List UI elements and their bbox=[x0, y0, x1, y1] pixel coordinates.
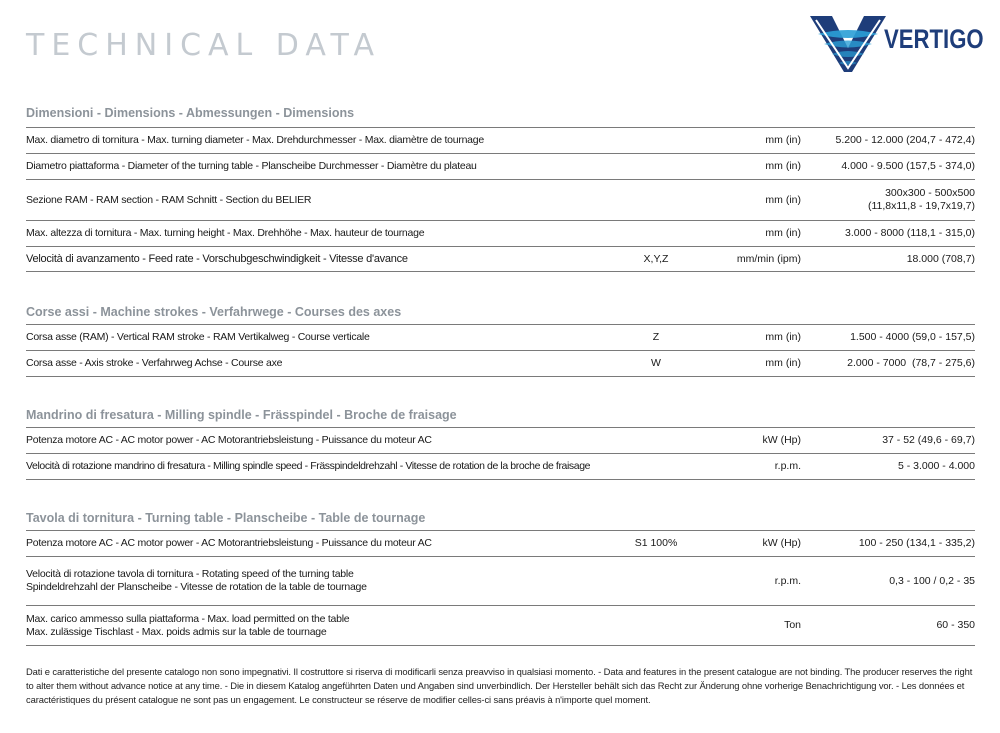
section-dimensions bbox=[26, 104, 975, 272]
row-unit: mm (in) bbox=[765, 357, 801, 369]
row-value: 5.200 - 12.000 (204,7 - 472,4) bbox=[835, 134, 975, 146]
row-unit: kW (Hp) bbox=[762, 537, 801, 549]
table-row bbox=[26, 247, 975, 272]
table-row bbox=[26, 180, 975, 221]
spec-table bbox=[26, 530, 975, 646]
table-row bbox=[26, 128, 975, 154]
row-unit: mm (in) bbox=[765, 227, 801, 239]
section-title: Mandrino di fresatura - Milling spindle - Frässpindel - Broche de fraisage bbox=[26, 408, 457, 422]
row-value: 2.000 - 7000 (78,7 - 275,6) bbox=[847, 357, 975, 369]
table-row bbox=[26, 221, 975, 247]
row-unit: r.p.m. bbox=[774, 460, 801, 472]
row-value-line1: 300x300 - 500x500 bbox=[885, 187, 975, 199]
table-row bbox=[26, 606, 975, 646]
row-axis bbox=[616, 428, 696, 454]
table-row bbox=[26, 454, 975, 480]
row-value: 4.000 - 9.500 (157,5 - 374,0) bbox=[841, 160, 975, 172]
row-value bbox=[801, 180, 975, 221]
row-value-line2: (11,8x11,8 - 19,7x19,7) bbox=[867, 200, 975, 212]
row-value: 0,3 - 100 / 0,2 - 35 bbox=[889, 574, 975, 587]
row-axis bbox=[616, 454, 696, 480]
row-unit: mm (in) bbox=[765, 331, 801, 343]
row-description: Corsa asse - Axis stroke - Verfahrweg Achse - Course axe bbox=[26, 357, 283, 369]
row-value: 100 - 250 (134,1 - 335,2) bbox=[858, 537, 975, 549]
row-description-line2: Spindeldrehzahl der Planscheibe - Vitesse de rotation de la table de tournage bbox=[26, 581, 367, 593]
section-title: Corse assi - Machine strokes - Verfahrwege - Courses des axes bbox=[26, 305, 402, 319]
row-unit: mm/min (ipm) bbox=[736, 252, 801, 265]
page-title: TECHNICAL DATA bbox=[26, 28, 382, 63]
section-turning-table bbox=[26, 509, 975, 646]
row-description: Velocità di rotazione mandrino di fresatura - Milling spindle speed - Frässpindeldrehzahl - Vitesse de rotation de la broche de fraisage bbox=[26, 460, 591, 472]
table-row bbox=[26, 351, 975, 377]
spec-table bbox=[26, 324, 975, 377]
row-axis bbox=[616, 154, 696, 180]
row-description: Velocità di avanzamento - Feed rate - Vorschubgeschwindigkeit - Vitesse d'avance bbox=[26, 252, 408, 265]
row-description-line2: Max. zulässige Tischlast - Max. poids admis sur la table de tournage bbox=[26, 625, 327, 638]
row-axis: S1 100% bbox=[634, 537, 678, 549]
row-axis: Z bbox=[652, 331, 660, 343]
section-title: Tavola di tornitura - Turning table - Planscheibe - Table de tournage bbox=[26, 511, 426, 525]
row-description: Corsa asse (RAM) - Vertical RAM stroke - RAM Vertikalweg - Course verticale bbox=[26, 331, 370, 343]
row-axis: X,Y,Z bbox=[643, 252, 669, 265]
row-axis bbox=[616, 180, 696, 221]
section-title: Dimensioni - Dimensions - Abmessungen - Dimensions bbox=[26, 106, 355, 120]
spec-table bbox=[26, 127, 975, 272]
row-description-line1: Velocità di rotazione tavola di tornitura - Rotating speed of the turning table bbox=[26, 568, 354, 580]
row-description: Potenza motore AC - AC motor power - AC Motorantriebsleistung - Puissance du moteur AC bbox=[26, 434, 432, 446]
section-milling-spindle bbox=[26, 406, 975, 480]
row-value: 18.000 (708,7) bbox=[906, 252, 975, 265]
row-axis: W bbox=[651, 357, 661, 369]
table-row bbox=[26, 531, 975, 557]
table-row bbox=[26, 325, 975, 351]
section-machine-strokes bbox=[26, 303, 975, 377]
row-axis bbox=[616, 221, 696, 247]
brand-name: VERTIGO bbox=[884, 24, 984, 54]
row-description: Max. diametro di tornitura - Max. turning diameter - Max. Drehdurchmesser - Max. diamètre de tournage bbox=[26, 134, 484, 146]
row-description: Diametro piattaforma - Diameter of the turning table - Planscheibe Durchmesser - Diamètre du plateau bbox=[26, 160, 477, 172]
row-unit: kW (Hp) bbox=[762, 434, 801, 446]
row-unit: mm (in) bbox=[765, 193, 801, 206]
row-description-line1: Max. carico ammesso sulla piattaforma - Max. load permitted on the table bbox=[26, 612, 350, 625]
row-value: 5 - 3.000 - 4.000 bbox=[897, 460, 975, 472]
row-description bbox=[26, 557, 616, 606]
table-row bbox=[26, 428, 975, 454]
table-row bbox=[26, 557, 975, 606]
row-axis bbox=[616, 606, 696, 646]
row-unit: r.p.m. bbox=[774, 574, 801, 587]
row-value: 37 - 52 (49,6 - 69,7) bbox=[882, 434, 975, 446]
disclaimer-footer: Dati e caratteristiche del presente catalogo non sono impegnativi. Il costruttore si riserva di modificarli senza preavviso in qualsiasi momento. - Data and features in the present catalogue are not binding. The producer reserves the right to alter them without advance notice at any time. - Die in diesem Katalog angeführten Daten und Angaben sind unverbindlich. Der Hersteller behält sich das Recht zur Änderung ohne vorherige Benachrichtigung vor. - Les données et caractéristiques du présent catalogue ne sont pas un engagement. Le constructeur se réserve de modifier celles-ci sans préavis à n'importe quel moment. bbox=[26, 666, 973, 705]
row-axis bbox=[616, 128, 696, 154]
row-description: Max. altezza di tornitura - Max. turning height - Max. Drehhöhe - Max. hauteur de tournage bbox=[26, 227, 425, 239]
row-description: Potenza motore AC - AC motor power - AC Motorantriebsleistung - Puissance du moteur AC bbox=[26, 537, 432, 549]
row-value: 60 - 350 bbox=[936, 619, 975, 631]
row-unit: mm (in) bbox=[765, 160, 801, 172]
row-unit: mm (in) bbox=[765, 134, 801, 146]
row-description bbox=[26, 606, 616, 646]
spec-table bbox=[26, 427, 975, 480]
row-axis bbox=[616, 557, 696, 606]
row-unit: Ton bbox=[784, 619, 801, 631]
table-row bbox=[26, 154, 975, 180]
row-value: 1.500 - 4000 (59,0 - 157,5) bbox=[850, 331, 975, 343]
row-value: 3.000 - 8000 (118,1 - 315,0) bbox=[845, 227, 975, 239]
row-description: Sezione RAM - RAM section - RAM Schnitt - Section du BELIER bbox=[26, 193, 312, 206]
